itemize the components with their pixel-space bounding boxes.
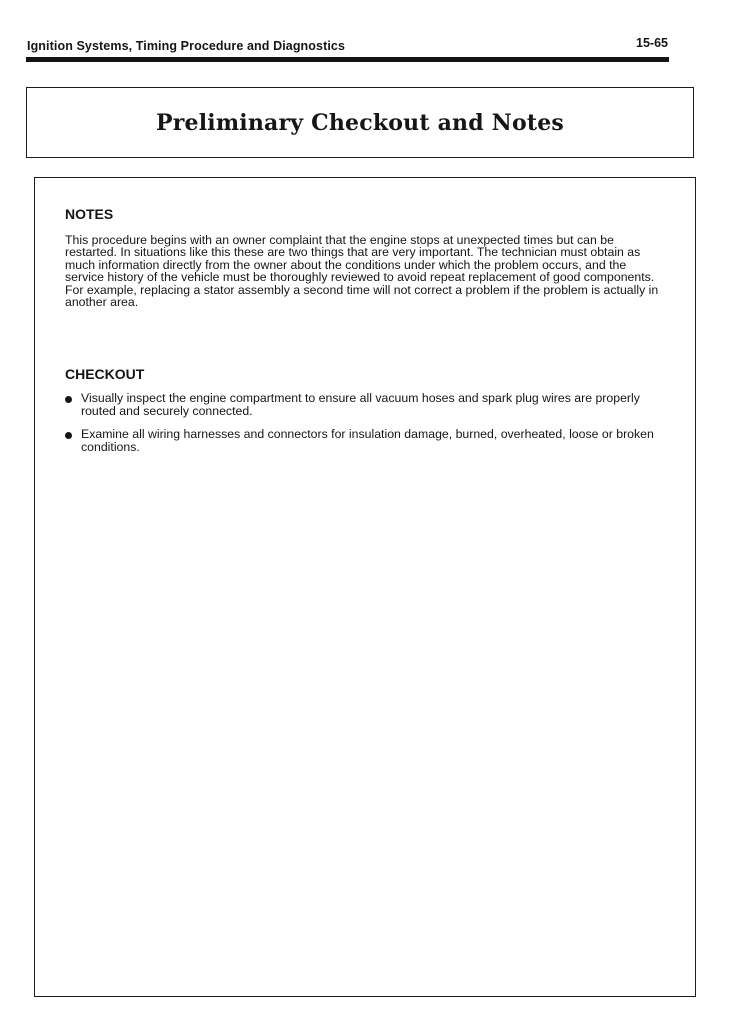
- checkout-list: [65, 392, 665, 464]
- page-number: 15-65: [636, 36, 668, 50]
- page-title: Preliminary Checkout and Notes: [155, 110, 564, 136]
- checkout-item: [65, 428, 665, 454]
- notes-body: This procedure begins with an owner complaint that the engine stops at unexpected times but can be restarted. In situations like this these are two things that are very important. The technician must obtain as much information directly from the owner about the conditions under which the problem occurs, and the service history of the vehicle must be thoroughly reviewed to avoid repeat replacement of good components. For example, replacing a stator assembly a second time will not correct a problem if the problem is actually in another area.: [65, 233, 659, 310]
- header-rule: [26, 57, 669, 62]
- notes-heading: NOTES: [65, 206, 114, 222]
- title-box: [26, 87, 694, 158]
- checkout-item: [65, 392, 665, 418]
- running-header-title: Ignition Systems, Timing Procedure and Diagnostics: [27, 39, 346, 53]
- bullet-icon: [65, 432, 72, 439]
- checkout-item-text: Examine all wiring harnesses and connectors for insulation damage, burned, overheated, loose or broken conditions.: [81, 427, 654, 454]
- content-box: [34, 177, 696, 997]
- bullet-icon: [65, 396, 72, 403]
- checkout-item-text: Visually inspect the engine compartment to ensure all vacuum hoses and spark plug wires are properly routed and securely connected.: [81, 391, 640, 418]
- checkout-heading: CHECKOUT: [65, 366, 145, 382]
